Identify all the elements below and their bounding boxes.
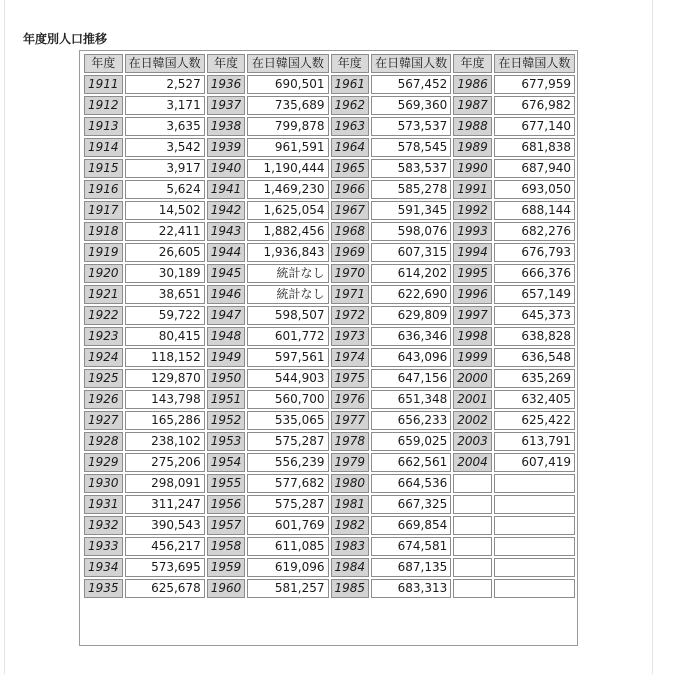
population-cell: 638,828 — [494, 327, 575, 346]
table-row — [84, 495, 575, 514]
year-cell: 1954 — [207, 453, 246, 472]
population-cell: 573,695 — [125, 558, 205, 577]
population-cell: 583,537 — [371, 159, 451, 178]
population-cell: 456,217 — [125, 537, 205, 556]
year-cell: 1922 — [84, 306, 123, 325]
population-cell: 390,543 — [125, 516, 205, 535]
population-cell: 143,798 — [125, 390, 205, 409]
year-cell: 1934 — [84, 558, 123, 577]
population-cell: 14,502 — [125, 201, 205, 220]
year-cell: 1953 — [207, 432, 246, 451]
year-cell: 1975 — [331, 369, 370, 388]
empty-cell — [453, 579, 492, 598]
empty-cell — [494, 516, 575, 535]
year-cell: 1971 — [331, 285, 370, 304]
year-cell: 1923 — [84, 327, 123, 346]
year-cell: 1993 — [453, 222, 492, 241]
population-cell: 3,171 — [125, 96, 205, 115]
year-cell: 1950 — [207, 369, 246, 388]
population-cell: 643,096 — [371, 348, 451, 367]
population-cell: 676,793 — [494, 243, 575, 262]
year-cell: 1963 — [331, 117, 370, 136]
year-cell: 1979 — [331, 453, 370, 472]
year-cell: 1995 — [453, 264, 492, 283]
population-cell: 26,605 — [125, 243, 205, 262]
year-cell: 1999 — [453, 348, 492, 367]
population-cell: 693,050 — [494, 180, 575, 199]
population-cell: 535,065 — [247, 411, 328, 430]
year-cell: 1957 — [207, 516, 246, 535]
population-cell: 669,854 — [371, 516, 451, 535]
year-cell: 1965 — [331, 159, 370, 178]
year-cell: 2003 — [453, 432, 492, 451]
year-cell: 1973 — [331, 327, 370, 346]
header-population: 在日韓国人数 — [371, 54, 451, 73]
population-cell: 676,982 — [494, 96, 575, 115]
year-cell: 1992 — [453, 201, 492, 220]
year-cell: 1917 — [84, 201, 123, 220]
table-row — [84, 306, 575, 325]
header-year: 年度 — [453, 54, 492, 73]
year-cell: 1988 — [453, 117, 492, 136]
year-cell: 1968 — [331, 222, 370, 241]
year-cell: 1945 — [207, 264, 246, 283]
empty-cell — [494, 474, 575, 493]
header-population: 在日韓国人数 — [125, 54, 205, 73]
year-cell: 1929 — [84, 453, 123, 472]
year-cell: 1969 — [331, 243, 370, 262]
year-cell: 1948 — [207, 327, 246, 346]
table-row — [84, 285, 575, 304]
population-cell: 591,345 — [371, 201, 451, 220]
year-cell: 1931 — [84, 495, 123, 514]
population-cell: 577,682 — [247, 474, 328, 493]
population-cell: 688,144 — [494, 201, 575, 220]
population-cell: 581,257 — [247, 579, 328, 598]
population-cell: 238,102 — [125, 432, 205, 451]
header-year: 年度 — [207, 54, 246, 73]
population-cell: 682,276 — [494, 222, 575, 241]
population-table-frame — [79, 50, 578, 646]
population-cell: 664,536 — [371, 474, 451, 493]
table-row — [84, 453, 575, 472]
year-cell: 1972 — [331, 306, 370, 325]
year-cell: 1949 — [207, 348, 246, 367]
empty-cell — [494, 558, 575, 577]
population-cell: 632,405 — [494, 390, 575, 409]
table-row — [84, 75, 575, 94]
year-cell: 1980 — [331, 474, 370, 493]
table-row — [84, 474, 575, 493]
table-row — [84, 159, 575, 178]
year-cell: 1996 — [453, 285, 492, 304]
population-cell: 298,091 — [125, 474, 205, 493]
left-divider — [4, 0, 5, 674]
empty-cell — [494, 495, 575, 514]
population-cell: 614,202 — [371, 264, 451, 283]
year-cell: 1989 — [453, 138, 492, 157]
table-row — [84, 537, 575, 556]
empty-cell — [453, 495, 492, 514]
population-cell: 619,096 — [247, 558, 328, 577]
header-population: 在日韓国人数 — [494, 54, 575, 73]
year-cell: 1911 — [84, 75, 123, 94]
year-cell: 1937 — [207, 96, 246, 115]
population-cell: 1,936,843 — [247, 243, 328, 262]
year-cell: 1928 — [84, 432, 123, 451]
year-cell: 1966 — [331, 180, 370, 199]
year-cell: 1958 — [207, 537, 246, 556]
year-cell: 1913 — [84, 117, 123, 136]
year-cell: 1921 — [84, 285, 123, 304]
year-cell: 1974 — [331, 348, 370, 367]
population-cell: 1,190,444 — [247, 159, 328, 178]
year-cell: 1920 — [84, 264, 123, 283]
page-title: 年度別人口推移 — [23, 32, 108, 46]
table-row — [84, 390, 575, 409]
population-cell: 799,878 — [247, 117, 328, 136]
population-cell: 681,838 — [494, 138, 575, 157]
header-year: 年度 — [84, 54, 123, 73]
population-cell: 647,156 — [371, 369, 451, 388]
population-cell: 667,325 — [371, 495, 451, 514]
year-cell: 1983 — [331, 537, 370, 556]
population-cell: 597,561 — [247, 348, 328, 367]
population-cell: 601,769 — [247, 516, 328, 535]
year-cell: 1944 — [207, 243, 246, 262]
year-cell: 1940 — [207, 159, 246, 178]
population-cell: 567,452 — [371, 75, 451, 94]
population-cell: 275,206 — [125, 453, 205, 472]
population-cell: 622,690 — [371, 285, 451, 304]
year-cell: 1987 — [453, 96, 492, 115]
population-cell: 3,542 — [125, 138, 205, 157]
population-cell: 118,152 — [125, 348, 205, 367]
population-cell: 569,360 — [371, 96, 451, 115]
table-header-row — [84, 54, 575, 73]
table-row — [84, 558, 575, 577]
population-cell: 601,772 — [247, 327, 328, 346]
year-cell: 1939 — [207, 138, 246, 157]
population-cell: 575,287 — [247, 432, 328, 451]
population-cell: 607,315 — [371, 243, 451, 262]
population-cell: 129,870 — [125, 369, 205, 388]
year-cell: 1960 — [207, 579, 246, 598]
population-cell: 683,313 — [371, 579, 451, 598]
population-cell: 651,348 — [371, 390, 451, 409]
year-cell: 2000 — [453, 369, 492, 388]
table-row — [84, 138, 575, 157]
year-cell: 2004 — [453, 453, 492, 472]
year-cell: 1919 — [84, 243, 123, 262]
year-cell: 1956 — [207, 495, 246, 514]
year-cell: 1986 — [453, 75, 492, 94]
population-table — [82, 52, 577, 600]
table-row — [84, 369, 575, 388]
population-cell: 30,189 — [125, 264, 205, 283]
population-cell: 690,501 — [247, 75, 328, 94]
year-cell: 1981 — [331, 495, 370, 514]
population-cell: 613,791 — [494, 432, 575, 451]
year-cell: 2001 — [453, 390, 492, 409]
year-cell: 1998 — [453, 327, 492, 346]
population-cell: 629,809 — [371, 306, 451, 325]
population-cell: 統計なし — [247, 285, 328, 304]
year-cell: 1959 — [207, 558, 246, 577]
year-cell: 1930 — [84, 474, 123, 493]
population-cell: 165,286 — [125, 411, 205, 430]
table-row — [84, 411, 575, 430]
year-cell: 2002 — [453, 411, 492, 430]
population-cell: 3,635 — [125, 117, 205, 136]
year-cell: 1942 — [207, 201, 246, 220]
year-cell: 1991 — [453, 180, 492, 199]
population-cell: 575,287 — [247, 495, 328, 514]
population-cell: 657,149 — [494, 285, 575, 304]
table-row — [84, 201, 575, 220]
population-cell: 607,419 — [494, 453, 575, 472]
population-cell: 687,940 — [494, 159, 575, 178]
population-cell: 578,545 — [371, 138, 451, 157]
population-cell: 585,278 — [371, 180, 451, 199]
year-cell: 1915 — [84, 159, 123, 178]
year-cell: 1924 — [84, 348, 123, 367]
population-cell: 3,917 — [125, 159, 205, 178]
table-row — [84, 516, 575, 535]
year-cell: 1932 — [84, 516, 123, 535]
year-cell: 1914 — [84, 138, 123, 157]
year-cell: 1977 — [331, 411, 370, 430]
year-cell: 1933 — [84, 537, 123, 556]
year-cell: 1985 — [331, 579, 370, 598]
population-cell: 666,376 — [494, 264, 575, 283]
population-cell: 1,882,456 — [247, 222, 328, 241]
year-cell: 1943 — [207, 222, 246, 241]
year-cell: 1990 — [453, 159, 492, 178]
population-cell: 662,561 — [371, 453, 451, 472]
population-cell: 560,700 — [247, 390, 328, 409]
year-cell: 1927 — [84, 411, 123, 430]
population-cell: 636,548 — [494, 348, 575, 367]
empty-cell — [453, 474, 492, 493]
table-row — [84, 579, 575, 598]
population-cell: 598,507 — [247, 306, 328, 325]
year-cell: 1916 — [84, 180, 123, 199]
table-row — [84, 432, 575, 451]
population-cell: 311,247 — [125, 495, 205, 514]
year-cell: 1976 — [331, 390, 370, 409]
year-cell: 1918 — [84, 222, 123, 241]
year-cell: 1951 — [207, 390, 246, 409]
year-cell: 1970 — [331, 264, 370, 283]
population-cell: 59,722 — [125, 306, 205, 325]
population-cell: 556,239 — [247, 453, 328, 472]
population-cell: 573,537 — [371, 117, 451, 136]
population-cell: 625,678 — [125, 579, 205, 598]
population-cell: 2,527 — [125, 75, 205, 94]
year-cell: 1925 — [84, 369, 123, 388]
empty-cell — [494, 537, 575, 556]
table-body — [84, 75, 575, 598]
population-cell: 1,469,230 — [247, 180, 328, 199]
population-cell: 674,581 — [371, 537, 451, 556]
year-cell: 1967 — [331, 201, 370, 220]
table-row — [84, 117, 575, 136]
empty-cell — [453, 558, 492, 577]
year-cell: 1952 — [207, 411, 246, 430]
empty-cell — [494, 579, 575, 598]
population-cell: 22,411 — [125, 222, 205, 241]
year-cell: 1962 — [331, 96, 370, 115]
population-cell: 統計なし — [247, 264, 328, 283]
population-cell: 735,689 — [247, 96, 328, 115]
population-cell: 598,076 — [371, 222, 451, 241]
year-cell: 1955 — [207, 474, 246, 493]
table-row — [84, 264, 575, 283]
table-row — [84, 327, 575, 346]
population-cell: 625,422 — [494, 411, 575, 430]
table-row — [84, 348, 575, 367]
year-cell: 1982 — [331, 516, 370, 535]
header-year: 年度 — [331, 54, 370, 73]
year-cell: 1938 — [207, 117, 246, 136]
population-cell: 611,085 — [247, 537, 328, 556]
header-population: 在日韓国人数 — [247, 54, 328, 73]
table-row — [84, 96, 575, 115]
year-cell: 1978 — [331, 432, 370, 451]
population-cell: 677,140 — [494, 117, 575, 136]
population-cell: 544,903 — [247, 369, 328, 388]
population-cell: 677,959 — [494, 75, 575, 94]
population-cell: 961,591 — [247, 138, 328, 157]
empty-cell — [453, 516, 492, 535]
population-cell: 645,373 — [494, 306, 575, 325]
table-row — [84, 180, 575, 199]
population-cell: 659,025 — [371, 432, 451, 451]
population-cell: 1,625,054 — [247, 201, 328, 220]
year-cell: 1935 — [84, 579, 123, 598]
year-cell: 1964 — [331, 138, 370, 157]
population-cell: 80,415 — [125, 327, 205, 346]
population-cell: 635,269 — [494, 369, 575, 388]
year-cell: 1994 — [453, 243, 492, 262]
right-divider — [652, 0, 653, 674]
year-cell: 1947 — [207, 306, 246, 325]
population-cell: 38,651 — [125, 285, 205, 304]
population-cell: 656,233 — [371, 411, 451, 430]
year-cell: 1997 — [453, 306, 492, 325]
year-cell: 1961 — [331, 75, 370, 94]
year-cell: 1936 — [207, 75, 246, 94]
population-cell: 636,346 — [371, 327, 451, 346]
year-cell: 1984 — [331, 558, 370, 577]
empty-cell — [453, 537, 492, 556]
table-row — [84, 222, 575, 241]
year-cell: 1926 — [84, 390, 123, 409]
table-row — [84, 243, 575, 262]
population-cell: 687,135 — [371, 558, 451, 577]
population-cell: 5,624 — [125, 180, 205, 199]
year-cell: 1946 — [207, 285, 246, 304]
year-cell: 1912 — [84, 96, 123, 115]
year-cell: 1941 — [207, 180, 246, 199]
